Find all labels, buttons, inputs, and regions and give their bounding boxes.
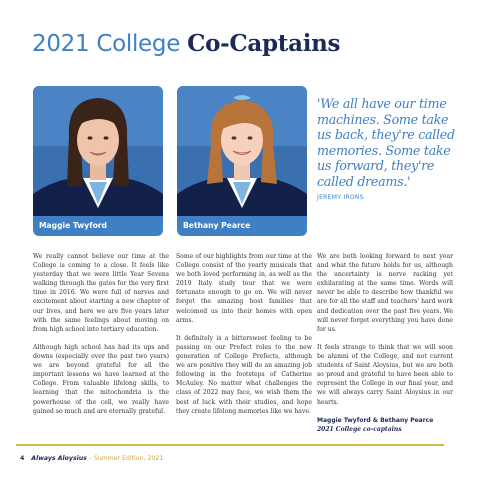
photo-maggie-twyford	[33, 86, 163, 216]
paragraph: We are both looking forward to next year and what the future holds for us, although the uncertainty is nerve racking yet exhilarating at the same time. Words will never be able to describe how thankful we are for all the staff and teachers' hard work and dedication over the past five years. We will never forget everything you have done for us.	[317, 253, 453, 333]
page-number: 4	[20, 455, 25, 462]
footer	[20, 455, 163, 462]
paragraph: Some of our highlights from our time at the College consist of the yearly musicals that we both loved performing in, as well as the 2019 Italy study tour that we were fortunate enough to go on. We will never forget the amazing host families that welcomed us into their homes with open arms.	[176, 253, 312, 324]
title-light: 2021 College	[32, 31, 181, 57]
paragraph: It feels strange to think that we will soon be alumni of the College, and not current students of Saint Aloysius, but we are both so proud and grateful to have been able to represent the College in our final year, and we will always carry Saint Aloysius in our hearts.	[317, 343, 453, 406]
signature-names: Maggie Twyford & Bethany Pearce	[317, 416, 434, 424]
name-label-maggie: Maggie Twyford	[33, 216, 163, 236]
body-column-2	[176, 252, 312, 425]
footer-divider	[16, 444, 444, 446]
photo-bethany-pearce	[177, 86, 307, 216]
pull-quote: 'We all have our time machines. Some take us back, they're called memories. Some take us forward, they're called dreams.'	[317, 96, 455, 189]
publication-name: Always Aloysius	[31, 455, 87, 462]
edition-label: – Summer Edition, 2021	[86, 455, 164, 462]
paragraph: Although high school has had its ups and downs (especially over the past two years) we are beyond grateful for all the important lessons we have learned at the College. From valuable lifelong skills, to learning that the mitochondria is the powerhouse of the cell, we really have gained so much and are eternally grateful.	[33, 343, 169, 415]
name-label-bethany: Bethany Pearce	[177, 216, 307, 236]
page-title	[32, 30, 340, 57]
body-column-1	[33, 252, 169, 425]
paragraph: We really cannot believe our time at the College is coming to a close. It feels like yesterday that we were little Year Sevens walking through the gates for the very first time in 2016. We were full of nerves and excitement about starting a new chapter of our lives, and here we are five years later with the same feelings about moving on from high school into tertiary education.	[33, 253, 169, 333]
signature	[317, 416, 453, 434]
paragraph: It definitely is a bittersweet feeling to be passing on our Prefect roles to the new generation of College Prefects, although we are positive they will do an amazing job following in the footsteps of Catherine McAuley. No matter what challenges the class of 2022 may face, we wish them the best of luck with their studies, and hope they create lifelong memories like we have.	[176, 334, 312, 415]
quote-author: JEREMY IRONS	[317, 194, 364, 201]
signature-role: 2021 College co-captains	[317, 425, 402, 433]
title-bold: Co-Captains	[187, 30, 341, 57]
body-column-3	[317, 252, 453, 434]
